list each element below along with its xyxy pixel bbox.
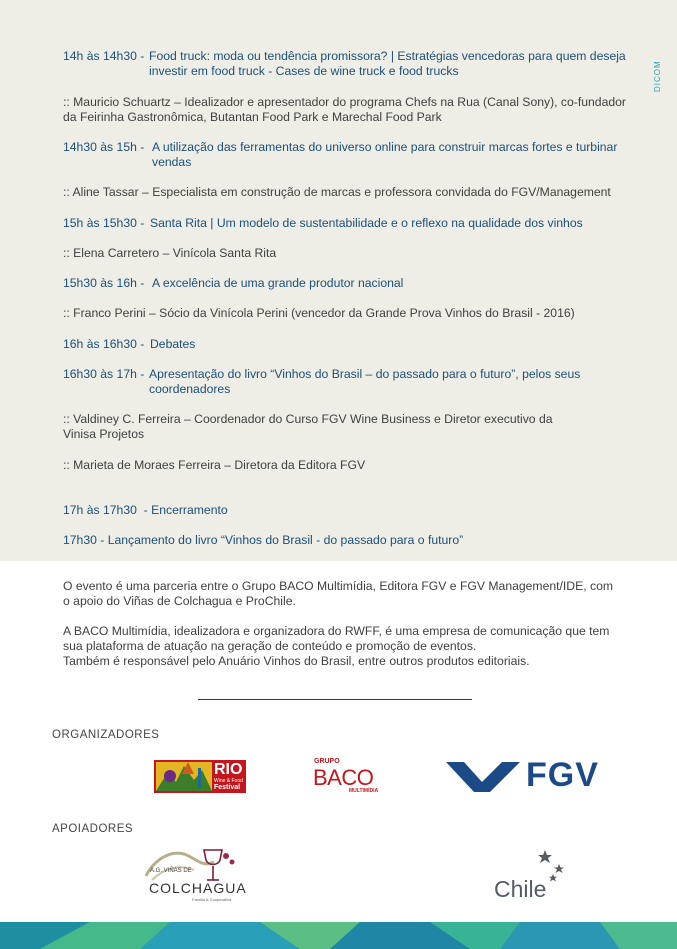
- rio-festival-logo: RIO Wine & Food Festival: [154, 760, 246, 793]
- session-time: 16h às 16h30 -: [63, 337, 145, 351]
- session-title: Debates: [150, 337, 196, 351]
- session-time: 14h às 14h30 -: [63, 49, 145, 63]
- session-title: Food truck: moda ou tendência promissora? | Estratégias vencedoras para quem deseja investir em food truck - Cases de wine truck e food trucks: [149, 49, 626, 78]
- session-8: 17h30 - Lançamento do livro “Vinhos do Brasil - do passado para o futuro”: [63, 533, 464, 547]
- speaker-2: :: Aline Tassar – Especialista em construção de marcas e professora convidada do FGV/Management: [63, 185, 611, 199]
- speaker-1: :: Mauricio Schuartz – Idealizador e apresentador do programa Chefs na Rua (Canal Sony), co-fundador da Feirinha Gastronômica, Butantan Food Park e Marechal Food Park: [63, 95, 626, 124]
- session-time: 16h30 às 17h -: [63, 367, 145, 381]
- speaker-6a: :: Valdiney C. Ferreira – Coordenador do Curso FGV Wine Business e Diretor executivo da Vinisa Projetos: [63, 412, 553, 441]
- decorative-band: [0, 922, 677, 949]
- baco-logo: GRUPO BACO MULTIMÍDIA: [313, 758, 379, 794]
- session-7: 17h às 17h30 - Encerramento: [63, 503, 228, 517]
- session-title: Santa Rita | Um modelo de sustentabilidade e o reflexo na qualidade dos vinhos: [150, 216, 583, 230]
- fgv-logo: FGV: [446, 760, 621, 794]
- session-time: 14h30 às 15h -: [63, 140, 145, 154]
- session-1: [63, 49, 633, 79]
- session-title: A excelência de uma grande produtor nacional: [152, 276, 404, 290]
- speaker-3: :: Elena Carretero – Vinícola Santa Rita: [63, 246, 277, 260]
- session-time: 15h às 15h30 -: [63, 216, 145, 230]
- session-title: A utilização das ferramentas do universo online para construir marcas fortes e turbinar vendas: [152, 140, 618, 169]
- session-4: [63, 276, 633, 291]
- baco-paragraph: A BACO Multimídia, idealizadora e organizadora do RWFF, é uma empresa de comunicação que tem sua plataforma de atuação na geração de conteúdo e promoção de eventos.: [63, 624, 610, 653]
- partnership-paragraph: O evento é uma parceria entre o Grupo BACO Multimídia, Editora FGV e FGV Management/IDE, com o apoio do Viñas de Colchagua e ProChile.: [63, 579, 614, 608]
- speaker-6b: :: Marieta de Moraes Ferreira – Diretora da Editora FGV: [63, 458, 366, 472]
- session-6: [63, 367, 633, 397]
- baco-paragraph-2: Também é responsável pelo Anuário Vinhos do Brasil, entre outros produtos editoriais.: [63, 654, 530, 668]
- organizers-heading: ORGANIZADORES: [52, 729, 160, 741]
- session-5: [63, 337, 633, 352]
- colchagua-logo: A.G. VIÑAS DE COLCHAGUA Familia & Cooperativa: [144, 846, 256, 906]
- chile-logo: Chile: [493, 848, 573, 904]
- divider: [198, 699, 472, 700]
- supporters-heading: APOIADORES: [52, 823, 134, 835]
- speaker-4: :: Franco Perini – Sócio da Vinícola Perini (vencedor da Grande Prova Vinhos do Brasil - 2016): [63, 306, 575, 320]
- session-time: 15h30 às 16h -: [63, 276, 145, 290]
- session-3: [63, 216, 633, 231]
- session-2: [63, 140, 633, 170]
- side-label: DICOM: [653, 60, 662, 92]
- session-title: Apresentação do livro “Vinhos do Brasil – do passado para o futuro”, pelos seus coordenadores: [149, 367, 581, 396]
